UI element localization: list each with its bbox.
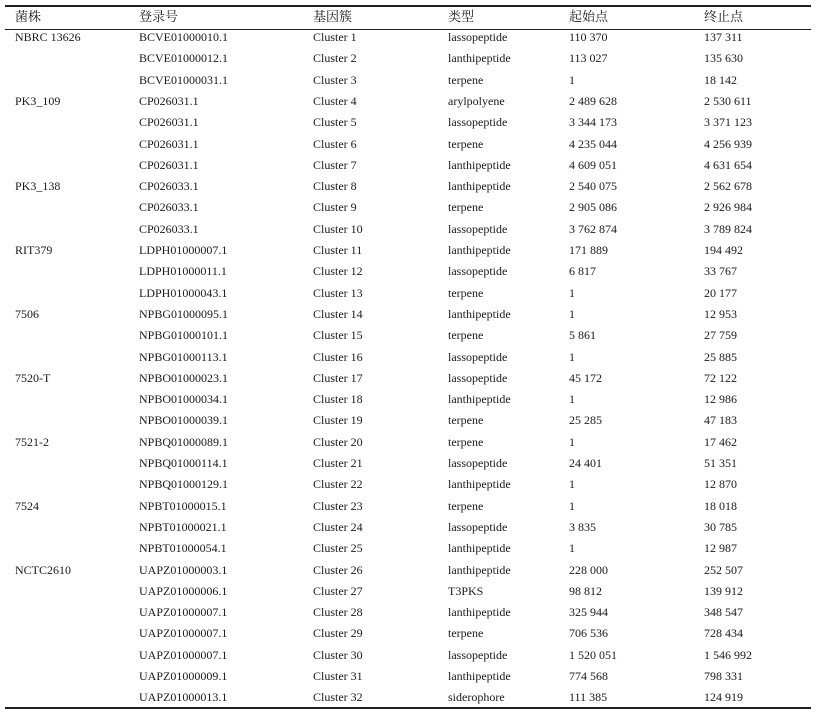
cell-type: lanthipeptide <box>448 157 511 172</box>
cell-end: 124 919 <box>704 690 743 705</box>
cell-cluster: Cluster 26 <box>313 562 363 577</box>
table-row <box>5 197 811 218</box>
table-row <box>5 602 811 623</box>
table-row <box>5 283 811 304</box>
cell-end: 2 530 611 <box>704 93 752 108</box>
table-row <box>5 474 811 495</box>
cell-start: 1 <box>569 392 575 407</box>
cell-end: 3 789 824 <box>704 221 752 236</box>
table-top-rule <box>5 5 811 7</box>
cell-accession: NPBO01000039.1 <box>139 413 229 428</box>
cell-end: 2 926 984 <box>704 200 752 215</box>
cell-start: 98 812 <box>569 583 602 598</box>
table-row <box>5 538 811 559</box>
cell-type: lanthipeptide <box>448 605 511 620</box>
header-start: 起始点 <box>569 10 609 25</box>
cell-start: 5 861 <box>569 328 596 343</box>
cell-type: siderophore <box>448 690 505 705</box>
table-row <box>5 645 811 666</box>
cell-start: 1 <box>569 498 575 513</box>
table-row <box>5 155 811 176</box>
cell-type: lassopeptide <box>448 221 508 236</box>
cell-cluster: Cluster 7 <box>313 157 357 172</box>
cell-type: lanthipeptide <box>448 306 511 321</box>
cell-accession: NPBO01000023.1 <box>139 370 229 385</box>
cell-type: lassopeptide <box>448 519 508 534</box>
cell-type: lanthipeptide <box>448 669 511 683</box>
cell-end: 252 507 <box>704 562 743 577</box>
cell-type: lassopeptide <box>448 647 508 662</box>
cell-end: 20 177 <box>704 285 737 300</box>
cell-accession: UAPZ01000007.1 <box>139 647 228 662</box>
cell-end: 12 986 <box>704 392 737 407</box>
cell-strain: NCTC2610 <box>15 562 72 577</box>
cell-end: 12 987 <box>704 541 737 556</box>
cell-type: terpene <box>448 434 484 449</box>
cell-end: 51 351 <box>704 456 737 470</box>
cell-end: 12 870 <box>704 477 737 492</box>
cell-end: 30 785 <box>704 519 737 534</box>
table-row <box>5 623 811 644</box>
cell-type: lanthipeptide <box>448 541 511 556</box>
cell-accession: NPBG01000095.1 <box>139 306 229 321</box>
table-row <box>5 134 811 155</box>
cell-accession: UAPZ01000006.1 <box>139 583 228 598</box>
cell-accession: LDPH01000011.1 <box>139 264 227 279</box>
cell-cluster: Cluster 25 <box>313 541 363 556</box>
cell-cluster: Cluster 20 <box>313 434 363 449</box>
cell-accession: NPBO01000034.1 <box>139 392 229 407</box>
cell-start: 1 <box>569 434 575 449</box>
header-cluster: 基因簇 <box>313 10 353 25</box>
cell-strain: NBRC 13626 <box>15 30 81 44</box>
cell-cluster: Cluster 31 <box>313 669 363 683</box>
table-row <box>5 410 811 431</box>
cell-end: 33 767 <box>704 264 737 279</box>
cell-accession: UAPZ01000007.1 <box>139 605 228 620</box>
cell-accession: CP026031.1 <box>139 115 199 130</box>
cell-accession: BCVE01000031.1 <box>139 72 229 87</box>
cell-start: 3 344 173 <box>569 115 617 130</box>
header-end: 终止点 <box>704 10 744 25</box>
cell-type: terpene <box>448 328 484 343</box>
cell-type: terpene <box>448 498 484 513</box>
cell-accession: NPBG01000113.1 <box>139 349 228 364</box>
table-row <box>5 261 811 282</box>
cell-accession: BCVE01000012.1 <box>139 51 229 66</box>
table-row <box>5 496 811 517</box>
cell-end: 72 122 <box>704 370 737 385</box>
cell-accession: CP026033.1 <box>139 200 199 215</box>
cell-accession: NPBT01000054.1 <box>139 541 227 556</box>
cell-start: 1 <box>569 285 575 300</box>
cell-start: 4 235 044 <box>569 136 617 151</box>
table-row <box>5 112 811 133</box>
table-row <box>5 389 811 410</box>
cell-cluster: Cluster 32 <box>313 690 363 705</box>
table-row <box>5 176 811 197</box>
cell-strain: PK3_138 <box>15 179 61 194</box>
cell-type: lanthipeptide <box>448 562 511 577</box>
cell-start: 2 905 086 <box>569 200 617 215</box>
cell-start: 3 762 874 <box>569 221 617 236</box>
cell-strain: PK3_109 <box>15 93 61 108</box>
cell-type: T3PKS <box>448 583 484 598</box>
cell-accession: BCVE01000010.1 <box>139 30 229 44</box>
cell-end: 4 256 939 <box>704 136 752 151</box>
cell-start: 774 568 <box>569 669 608 683</box>
cell-accession: NPBG01000101.1 <box>139 328 229 343</box>
cell-type: terpene <box>448 72 484 87</box>
cell-accession: CP026031.1 <box>139 157 199 172</box>
cell-accession: CP026031.1 <box>139 136 199 151</box>
table-row <box>5 304 811 325</box>
cell-type: lassopeptide <box>448 370 508 385</box>
cell-cluster: Cluster 19 <box>313 413 363 428</box>
cell-accession: UAPZ01000009.1 <box>139 669 228 683</box>
cell-accession: UAPZ01000013.1 <box>139 690 228 705</box>
cell-type: lanthipeptide <box>448 243 511 257</box>
cell-accession: NPBT01000021.1 <box>139 519 227 534</box>
cell-cluster: Cluster 21 <box>313 456 363 470</box>
cell-accession: CP026033.1 <box>139 221 199 236</box>
table-row <box>5 517 811 538</box>
cell-cluster: Cluster 3 <box>313 72 357 87</box>
cell-end: 2 562 678 <box>704 179 752 194</box>
cell-cluster: Cluster 30 <box>313 647 363 662</box>
table-header-row <box>5 8 811 28</box>
cell-end: 137 311 <box>704 30 743 44</box>
cell-accession: UAPZ01000007.1 <box>139 626 228 641</box>
table-row <box>5 453 811 474</box>
cell-cluster: Cluster 15 <box>313 328 363 343</box>
cell-end: 4 631 654 <box>704 157 752 172</box>
cell-type: lanthipeptide <box>448 477 511 492</box>
table-row <box>5 325 811 346</box>
cell-start: 24 401 <box>569 456 602 470</box>
cell-type: arylpolyene <box>448 93 505 108</box>
cell-accession: CP026031.1 <box>139 93 199 108</box>
cell-cluster: Cluster 22 <box>313 477 363 492</box>
cell-cluster: Cluster 18 <box>313 392 363 407</box>
table-row <box>5 27 811 48</box>
table-row <box>5 91 811 112</box>
cell-end: 18 142 <box>704 72 737 87</box>
cell-start: 325 944 <box>569 605 608 620</box>
cell-type: terpene <box>448 285 484 300</box>
cell-cluster: Cluster 4 <box>313 93 357 108</box>
cell-cluster: Cluster 24 <box>313 519 363 534</box>
cell-type: terpene <box>448 200 484 215</box>
cell-type: terpene <box>448 136 484 151</box>
cell-cluster: Cluster 12 <box>313 264 363 279</box>
cell-cluster: Cluster 17 <box>313 370 363 385</box>
cell-end: 348 547 <box>704 605 743 620</box>
cell-type: terpene <box>448 626 484 641</box>
table-row <box>5 70 811 91</box>
cell-cluster: Cluster 11 <box>313 243 363 257</box>
cell-type: lassopeptide <box>448 264 508 279</box>
cell-start: 25 285 <box>569 413 602 428</box>
table-row <box>5 581 811 602</box>
cell-start: 1 <box>569 477 575 492</box>
cell-accession: NPBT01000015.1 <box>139 498 227 513</box>
cell-start: 1 <box>569 541 575 556</box>
cell-end: 18 018 <box>704 498 737 513</box>
cell-type: terpene <box>448 413 484 428</box>
cell-end: 3 371 123 <box>704 115 752 130</box>
cell-start: 4 609 051 <box>569 157 617 172</box>
cell-cluster: Cluster 5 <box>313 115 357 130</box>
cell-start: 706 536 <box>569 626 608 641</box>
cell-end: 25 885 <box>704 349 737 364</box>
cell-start: 1 520 051 <box>569 647 617 662</box>
cell-strain: 7524 <box>15 498 39 513</box>
cell-strain: RIT379 <box>15 243 53 257</box>
cell-end: 27 759 <box>704 328 737 343</box>
cell-cluster: Cluster 1 <box>313 30 357 44</box>
cell-accession: NPBQ01000089.1 <box>139 434 229 449</box>
cell-start: 45 172 <box>569 370 602 385</box>
cell-cluster: Cluster 27 <box>313 583 363 598</box>
cell-end: 798 331 <box>704 669 743 683</box>
cell-end: 728 434 <box>704 626 743 641</box>
cell-type: lanthipeptide <box>448 392 511 407</box>
header-strain: 菌株 <box>15 10 42 25</box>
cell-accession: NPBQ01000129.1 <box>139 477 229 492</box>
table-row <box>5 240 811 261</box>
cell-cluster: Cluster 13 <box>313 285 363 300</box>
cell-cluster: Cluster 23 <box>313 498 363 513</box>
cell-cluster: Cluster 8 <box>313 179 357 194</box>
table-row <box>5 666 811 687</box>
cell-cluster: Cluster 14 <box>313 306 363 321</box>
cell-type: lassopeptide <box>448 115 508 130</box>
cell-accession: NPBQ01000114.1 <box>139 456 228 470</box>
cell-end: 139 912 <box>704 583 743 598</box>
cell-cluster: Cluster 6 <box>313 136 357 151</box>
cell-start: 2 489 628 <box>569 93 617 108</box>
table-row <box>5 368 811 389</box>
table-row <box>5 48 811 69</box>
cell-end: 194 492 <box>704 243 743 257</box>
table-row <box>5 560 811 581</box>
table-row <box>5 219 811 240</box>
cell-strain: 7506 <box>15 306 39 321</box>
cell-start: 6 817 <box>569 264 596 279</box>
cell-strain: 7520-T <box>15 370 51 385</box>
cell-end: 12 953 <box>704 306 737 321</box>
cell-type: lassopeptide <box>448 456 508 470</box>
cell-start: 1 <box>569 306 575 321</box>
cell-type: lanthipeptide <box>448 51 511 66</box>
header-accession: 登录号 <box>139 10 179 25</box>
table-row <box>5 432 811 453</box>
cell-accession: LDPH01000007.1 <box>139 243 228 257</box>
cell-start: 113 027 <box>569 51 608 66</box>
cell-cluster: Cluster 2 <box>313 51 357 66</box>
cell-start: 3 835 <box>569 519 596 534</box>
cell-start: 171 889 <box>569 243 608 257</box>
cell-start: 110 370 <box>569 30 608 44</box>
cell-start: 2 540 075 <box>569 179 617 194</box>
cell-type: lanthipeptide <box>448 179 511 194</box>
cell-start: 111 385 <box>569 690 608 705</box>
cell-cluster: Cluster 9 <box>313 200 357 215</box>
cell-strain: 7521-2 <box>15 434 49 449</box>
header-type: 类型 <box>448 10 475 25</box>
cell-type: lassopeptide <box>448 30 508 44</box>
cell-start: 1 <box>569 349 575 364</box>
cell-cluster: Cluster 28 <box>313 605 363 620</box>
table-row <box>5 687 811 708</box>
cell-start: 1 <box>569 72 575 87</box>
cell-end: 47 183 <box>704 413 737 428</box>
cell-start: 228 000 <box>569 562 608 577</box>
cell-type: lassopeptide <box>448 349 508 364</box>
cell-end: 135 630 <box>704 51 743 66</box>
cell-accession: CP026033.1 <box>139 179 199 194</box>
cell-cluster: Cluster 16 <box>313 349 363 364</box>
cell-end: 17 462 <box>704 434 737 449</box>
cell-accession: UAPZ01000003.1 <box>139 562 228 577</box>
cell-end: 1 546 992 <box>704 647 752 662</box>
table-row <box>5 347 811 368</box>
cell-cluster: Cluster 10 <box>313 221 363 236</box>
cell-accession: LDPH01000043.1 <box>139 285 228 300</box>
table-bottom-rule <box>5 707 811 709</box>
cell-cluster: Cluster 29 <box>313 626 363 641</box>
